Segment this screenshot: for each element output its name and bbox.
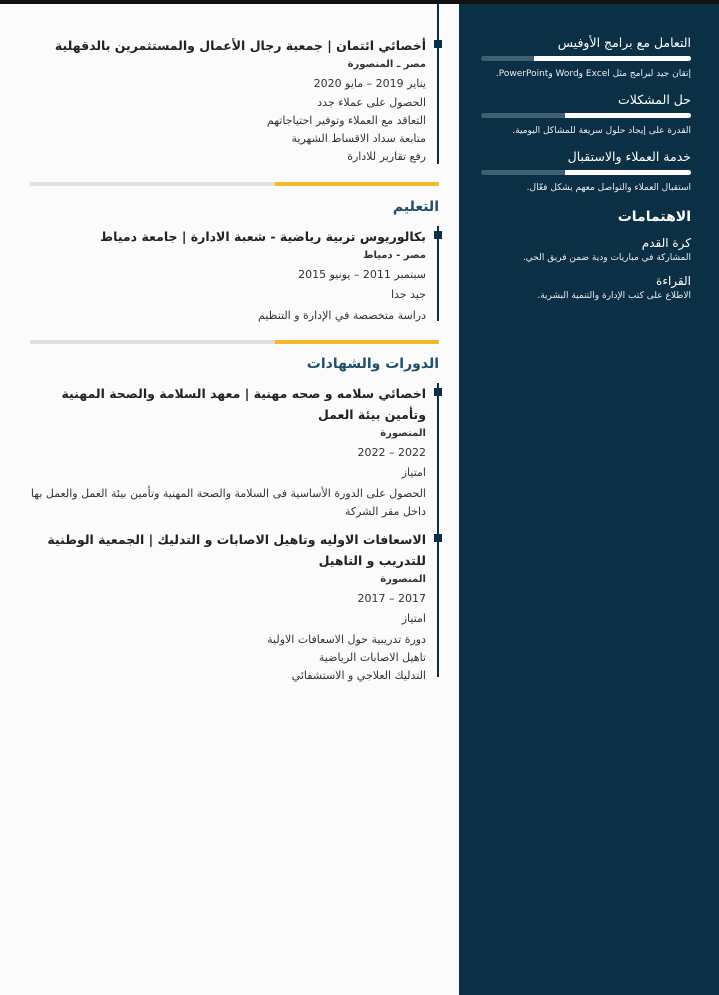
interest-title: القراءة <box>656 274 691 288</box>
course-description: الحصول على الدورة الأساسية فى السلامة والصحة المهنية وتأمين بيئة العمل والعمل بها داخل مقر الشركة <box>30 487 426 518</box>
duty-item: التعاقد مع العملاء وتوفير احتياجاتهم <box>266 114 426 127</box>
education-dates: سبتمبر 2011 – يونيو 2015 <box>298 268 426 281</box>
course-title: اخصائي سلامه و صحه مهنية | معهد السلامة والصحة المهنية وتأمين بيئة العمل <box>61 386 426 422</box>
skill-item <box>481 34 691 81</box>
interest-title: كرة القدم <box>641 236 691 250</box>
course-grade: امتياز <box>401 466 426 479</box>
courses-section <box>30 383 439 685</box>
course-location: المنصورة <box>380 574 426 585</box>
interests-heading: الاهتمامات <box>617 209 691 225</box>
skill-title: حل المشكلات <box>618 92 691 107</box>
course-location: المنصورة <box>380 428 426 439</box>
duty-item: رفع تقارير للادارة <box>347 150 426 163</box>
experience-dates: يناير 2019 – مايو 2020 <box>313 77 426 90</box>
timeline-marker <box>434 534 442 542</box>
experience-section <box>30 35 439 166</box>
education-section <box>30 226 439 325</box>
course-entry <box>30 529 439 685</box>
skill-level-bar <box>481 113 691 118</box>
experience-entry <box>30 35 439 166</box>
education-entry <box>30 226 439 325</box>
courses-heading: الدورات والشهادات <box>306 356 439 372</box>
skill-item <box>481 91 691 138</box>
skill-level-fill <box>565 113 691 118</box>
course-dates: 2017 – 2017 <box>357 592 426 605</box>
timeline-marker <box>434 40 442 48</box>
skill-level-bar <box>481 170 691 175</box>
course-description: تاهيل الاصابات الرياضية <box>318 651 426 664</box>
skill-title: التعامل مع برامج الأوفيس <box>557 35 691 50</box>
course-dates: 2022 – 2022 <box>357 446 426 459</box>
interest-item <box>481 273 691 303</box>
education-note: دراسة متخصصة في الإدارة و التنظيم <box>258 309 426 322</box>
course-grade: امتياز <box>401 612 426 625</box>
skill-description: إتقان جيد لبرامج مثل Excel وWord وPowerPoint. <box>495 69 691 79</box>
skill-item <box>481 148 691 195</box>
interest-item <box>481 235 691 265</box>
education-heading: التعليم <box>392 199 439 215</box>
divider-accent <box>275 340 439 344</box>
course-description: التدليك العلاجي و الاستشفائي <box>291 669 426 682</box>
skill-description: استقبال العملاء والتواصل معهم بشكل فعّال. <box>526 183 691 193</box>
course-entry <box>30 383 439 521</box>
course-title: الاسعافات الاوليه وتاهيل الاصابات و التدليك | الجمعية الوطنية للتدريب و التاهيل <box>47 532 426 568</box>
section-divider <box>30 182 439 186</box>
education-title: بكالوريوس تربية رياضية - شعبة الادارة | جامعة دمياط <box>100 229 426 244</box>
experience-location: مصر ـ المنصورة <box>347 59 426 70</box>
duty-item: متابعة سداد الاقساط الشهرية <box>291 132 426 145</box>
timeline-marker <box>434 388 442 396</box>
education-grade: جيد جدا <box>390 288 426 301</box>
divider-accent <box>275 182 439 186</box>
skill-title: خدمة العملاء والاستقبال <box>567 149 691 164</box>
skill-level-fill <box>565 170 691 175</box>
course-description: دورة تدريبية حول الاسعافات الاولية <box>267 633 426 646</box>
skill-description: القدرة على إيجاد حلول سريعة للمشاكل اليومية. <box>512 126 691 136</box>
skill-level-fill <box>534 56 692 61</box>
skill-level-bar <box>481 56 691 61</box>
experience-title: أخصائي ائتمان | جمعية رجال الأعمال والمستثمرين بالدقهلية <box>54 38 426 53</box>
interest-description: الاطلاع على كتب الإدارة والتنمية البشرية. <box>537 291 691 301</box>
section-divider <box>30 340 439 344</box>
duty-item: الحصول على عملاء جدد <box>317 96 426 109</box>
timeline-marker <box>434 231 442 239</box>
education-location: مصر - دمياط <box>363 250 426 261</box>
sidebar <box>459 4 719 995</box>
interest-description: المشاركة في مباريات ودية ضمن فريق الحي. <box>522 253 691 263</box>
